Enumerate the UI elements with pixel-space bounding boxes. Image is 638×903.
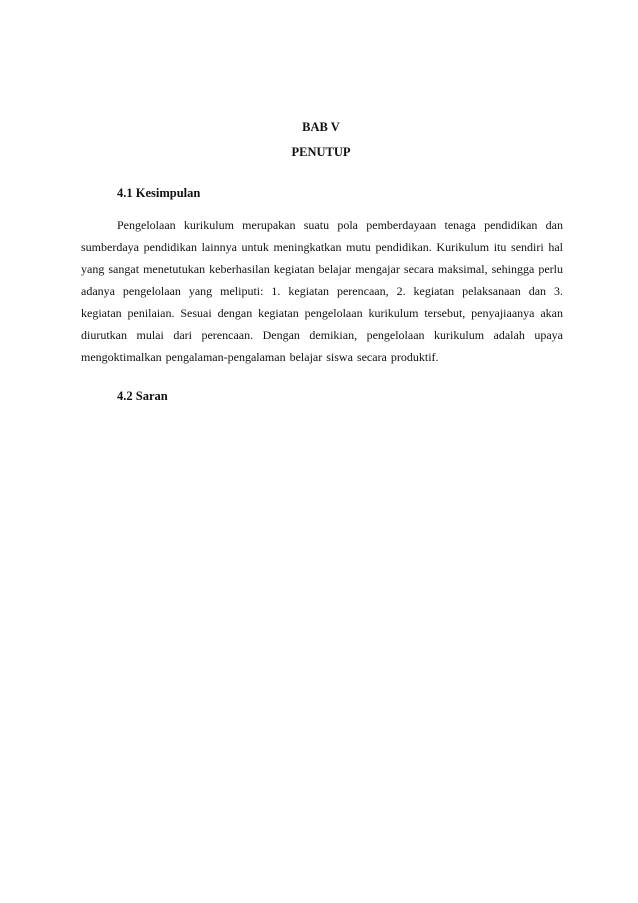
kesimpulan-paragraph: Pengelolaan kurikulum merupakan suatu pola pemberdayaan tenaga pendidikan dan sumberdaya pendidikan lainnya untuk meningkatkan mutu pendidikan. Kurikulum itu sendiri hal yang sangat menetutukan keberhasilan kegiatan belajar mengajar secara maksimal, sehingga perlu adanya pengelolaan yang meliputi: 1. kegiatan perencaan, 2. kegiatan pelaksanaan dan 3. kegiatan penilaian. Sesuai dengan kegiatan pengelolaan kurikulum tersebut, penyajiaanya akan diurutkan mulai dari perencaan. Dengan demikian, pengelolaan kurikulum adalah upaya mengoktimalkan pengalaman-pengalaman belajar siswa secara produktif. bbox=[81, 218, 563, 364]
section-heading-saran: 4.2 Saran bbox=[117, 389, 168, 403]
chapter-title: PENUTUP bbox=[291, 145, 351, 159]
section-heading-kesimpulan: 4.1 Kesimpulan bbox=[117, 186, 201, 200]
chapter-label: BAB V bbox=[302, 120, 340, 134]
